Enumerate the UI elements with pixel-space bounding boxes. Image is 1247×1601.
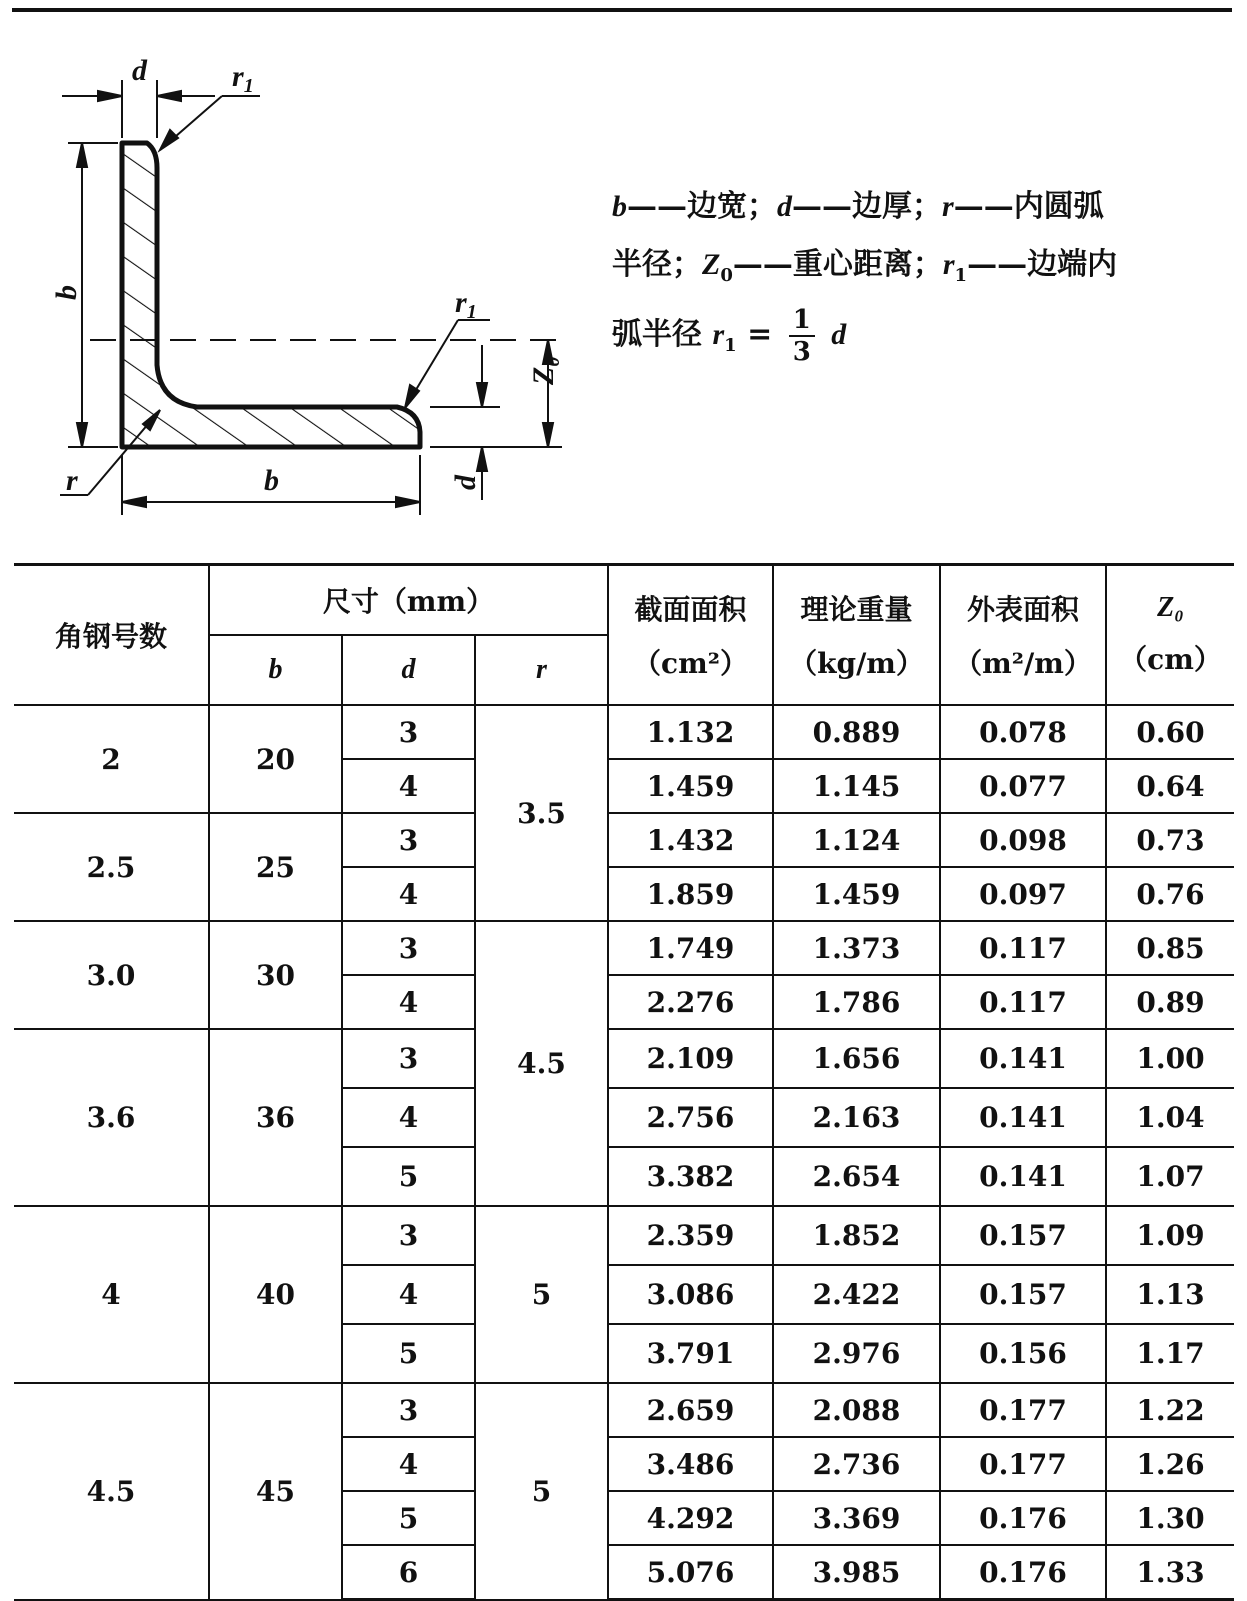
cell-z0: 0.85: [1106, 921, 1234, 975]
label-r-bottom: r: [66, 464, 78, 497]
cell-b: 45: [209, 1383, 342, 1600]
cell-area: 1.432: [608, 813, 773, 867]
cell-area: 1.859: [608, 867, 773, 921]
cell-weight: 2.422: [773, 1265, 940, 1324]
cell-surface: 0.078: [940, 705, 1106, 759]
cell-weight: 0.889: [773, 705, 940, 759]
cell-weight: 1.852: [773, 1206, 940, 1265]
cell-z0: 1.26: [1106, 1437, 1234, 1491]
fraction: [789, 305, 815, 367]
table-row: [14, 1206, 1234, 1265]
cell-area: 2.359: [608, 1206, 773, 1265]
cell-area: 1.132: [608, 705, 773, 759]
cell-area: 2.109: [608, 1029, 773, 1088]
table-row: [14, 705, 1234, 759]
cell-surface: 0.141: [940, 1088, 1106, 1147]
cell-area: 3.086: [608, 1265, 773, 1324]
cell-d: 3: [342, 1383, 475, 1437]
label-r1-top: $r_1$: [232, 60, 254, 97]
legend-line1-part: b: [612, 190, 627, 223]
label-b-bottom: b: [264, 464, 279, 497]
cell-weight: 3.369: [773, 1491, 940, 1545]
header-weight: 理论重量 （kg/m）: [773, 565, 940, 706]
angle-section-shape: [122, 143, 420, 447]
cell-no: 3.0: [14, 921, 209, 1029]
cell-area: 2.756: [608, 1088, 773, 1147]
cell-weight: 1.373: [773, 921, 940, 975]
cell-weight: 3.985: [773, 1545, 940, 1600]
legend: [612, 178, 1232, 375]
cell-b: 36: [209, 1029, 342, 1206]
legend-line1-part: d: [777, 190, 792, 223]
cell-no: 3.6: [14, 1029, 209, 1206]
cell-z0: 1.22: [1106, 1383, 1234, 1437]
table-row: [14, 1029, 1234, 1088]
legend-line1-part: r: [942, 190, 954, 223]
cell-no: 2.5: [14, 813, 209, 921]
cell-area: 2.659: [608, 1383, 773, 1437]
cell-d: 3: [342, 705, 475, 759]
cell-r: 5: [475, 1383, 608, 1600]
cell-weight: 2.654: [773, 1147, 940, 1206]
cell-area: 2.276: [608, 975, 773, 1029]
table-row: [14, 921, 1234, 975]
angle-steel-diagram: [0, 20, 600, 530]
table-row: [14, 1383, 1234, 1437]
cell-surface: 0.157: [940, 1206, 1106, 1265]
legend-line2-part: r: [942, 248, 955, 281]
cell-d: 4: [342, 1265, 475, 1324]
cell-b: 30: [209, 921, 342, 1029]
legend-line1-part: ——边宽；: [627, 189, 777, 224]
cell-d: 4: [342, 975, 475, 1029]
cell-z0: 1.07: [1106, 1147, 1234, 1206]
cell-weight: 2.163: [773, 1088, 940, 1147]
cell-z0: 1.09: [1106, 1206, 1234, 1265]
legend-line-1: [612, 178, 1232, 236]
table-row: [14, 813, 1234, 867]
cell-z0: 1.17: [1106, 1324, 1234, 1383]
cell-weight: 1.656: [773, 1029, 940, 1088]
header-area: 截面面积 （cm²）: [608, 565, 773, 706]
cell-d: 4: [342, 759, 475, 813]
cell-z0: 1.13: [1106, 1265, 1234, 1324]
header-angle-number: 角钢号数: [14, 565, 209, 706]
legend-line2-part: 半径；: [612, 247, 702, 282]
cell-z0: 1.00: [1106, 1029, 1234, 1088]
cell-d: 3: [342, 1029, 475, 1088]
cell-area: 5.076: [608, 1545, 773, 1600]
header-b: b: [209, 635, 342, 705]
legend-line3-var: r: [712, 318, 725, 351]
table-body: [14, 705, 1234, 1600]
legend-line-3: [612, 305, 1232, 375]
cell-area: 3.382: [608, 1147, 773, 1206]
cell-weight: 2.088: [773, 1383, 940, 1437]
cell-d: 4: [342, 1088, 475, 1147]
header-surface: 外表面积 （m²/m）: [940, 565, 1106, 706]
cell-weight: 2.976: [773, 1324, 940, 1383]
cell-surface: 0.177: [940, 1383, 1106, 1437]
header-r: r: [475, 635, 608, 705]
cell-area: 1.459: [608, 759, 773, 813]
cell-d: 5: [342, 1324, 475, 1383]
cell-surface: 0.117: [940, 975, 1106, 1029]
cell-r: 5: [475, 1206, 608, 1383]
cell-weight: 1.459: [773, 867, 940, 921]
cell-weight: 1.786: [773, 975, 940, 1029]
cell-area: 3.791: [608, 1324, 773, 1383]
cell-no: 2: [14, 705, 209, 813]
cell-b: 25: [209, 813, 342, 921]
cell-r: 3.5: [475, 705, 608, 921]
cell-b: 20: [209, 705, 342, 813]
cell-b: 40: [209, 1206, 342, 1383]
cell-d: 5: [342, 1147, 475, 1206]
cell-surface: 0.176: [940, 1491, 1106, 1545]
cell-surface: 0.156: [940, 1324, 1106, 1383]
cell-d: 6: [342, 1545, 475, 1600]
cell-d: 4: [342, 867, 475, 921]
cell-no: 4.5: [14, 1383, 209, 1600]
cell-z0: 0.64: [1106, 759, 1234, 813]
fraction-numerator: 1: [789, 305, 815, 337]
legend-line3-eq: =: [747, 317, 773, 352]
cell-d: 5: [342, 1491, 475, 1545]
header-size-group: 尺寸（mm）: [209, 565, 608, 636]
cell-z0: 1.30: [1106, 1491, 1234, 1545]
legend-line2-part: ——重心距离；: [732, 247, 943, 282]
cell-no: 4: [14, 1206, 209, 1383]
legend-line1-part: ——边厚；: [792, 189, 942, 224]
legend-line2-part: 1: [954, 265, 968, 286]
header-d: d: [342, 635, 475, 705]
cell-z0: 0.76: [1106, 867, 1234, 921]
cell-z0: 0.73: [1106, 813, 1234, 867]
cell-z0: 0.60: [1106, 705, 1234, 759]
legend-line-2: [612, 236, 1232, 305]
legend-line1-part: ——内圆弧: [953, 189, 1104, 224]
top-rule: [12, 8, 1232, 12]
cell-surface: 0.097: [940, 867, 1106, 921]
cell-area: 1.749: [608, 921, 773, 975]
cell-d: 3: [342, 1206, 475, 1265]
cell-surface: 0.157: [940, 1265, 1106, 1324]
cell-weight: 1.124: [773, 813, 940, 867]
cell-surface: 0.141: [940, 1147, 1106, 1206]
label-b-left: b: [50, 285, 83, 300]
cell-z0: 1.04: [1106, 1088, 1234, 1147]
legend-line2-part: 0: [720, 265, 733, 286]
legend-line3-suffix: d: [831, 318, 847, 351]
legend-line3-prefix: 弧半径: [612, 317, 702, 352]
label-z0: $Z_0$: [527, 356, 564, 385]
cell-weight: 2.736: [773, 1437, 940, 1491]
cell-surface: 0.117: [940, 921, 1106, 975]
fraction-denominator: 3: [792, 337, 811, 367]
cell-z0: 0.89: [1106, 975, 1234, 1029]
cell-d: 3: [342, 921, 475, 975]
label-d-right: d: [449, 475, 482, 490]
cell-d: 4: [342, 1437, 475, 1491]
angle-steel-spec-table: [14, 563, 1234, 1601]
cell-surface: 0.177: [940, 1437, 1106, 1491]
legend-line3-var-sub: 1: [724, 335, 737, 356]
cell-r: 4.5: [475, 921, 608, 1206]
cell-z0: 1.33: [1106, 1545, 1234, 1600]
label-r1-right: $r_1$: [455, 286, 477, 323]
header-z0: Z₀ （cm）: [1106, 565, 1234, 706]
legend-line2-part: Z: [702, 248, 721, 281]
cell-surface: 0.141: [940, 1029, 1106, 1088]
cell-area: 3.486: [608, 1437, 773, 1491]
cell-surface: 0.077: [940, 759, 1106, 813]
cell-surface: 0.176: [940, 1545, 1106, 1600]
cell-area: 4.292: [608, 1491, 773, 1545]
cell-weight: 1.145: [773, 759, 940, 813]
cell-d: 3: [342, 813, 475, 867]
cell-surface: 0.098: [940, 813, 1106, 867]
legend-line2-part: ——边端内: [967, 247, 1118, 282]
label-d-top: d: [132, 54, 147, 87]
